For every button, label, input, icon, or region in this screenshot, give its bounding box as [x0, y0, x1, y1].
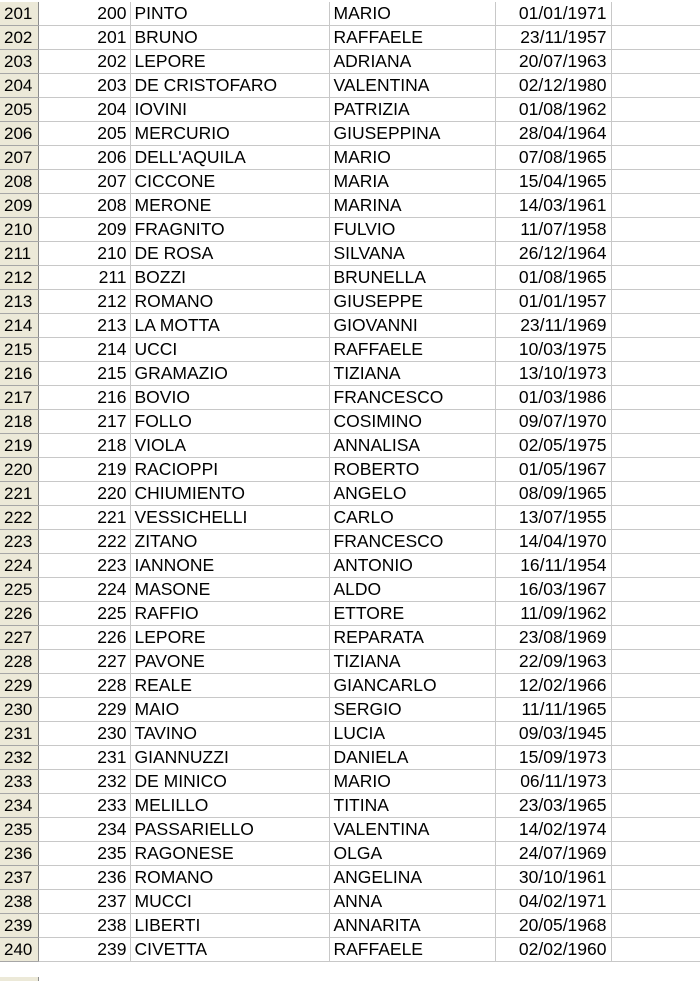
cell-surname[interactable]: MERONE [130, 194, 329, 218]
cell-name[interactable]: MARIO [329, 2, 495, 26]
cell-empty[interactable] [611, 50, 700, 74]
table-row [0, 338, 700, 362]
cell-name[interactable]: SERGIO [329, 698, 495, 722]
row-header[interactable]: 219 [0, 434, 38, 458]
cell-empty[interactable] [611, 482, 700, 506]
cell-surname[interactable]: LEPORE [130, 50, 329, 74]
cell-date[interactable]: 28/04/1964 [495, 122, 611, 146]
cell-number[interactable]: 230 [38, 722, 130, 746]
cell-date[interactable]: 01/05/1967 [495, 458, 611, 482]
cell-empty[interactable] [611, 122, 700, 146]
table-row [0, 434, 700, 458]
cell-name[interactable]: COSIMINO [329, 410, 495, 434]
row-header[interactable]: 240 [0, 938, 38, 962]
row-header[interactable]: 237 [0, 866, 38, 890]
row-header[interactable]: 233 [0, 770, 38, 794]
cell-date[interactable]: 23/11/1969 [495, 314, 611, 338]
row-header[interactable]: 229 [0, 674, 38, 698]
row-header[interactable]: 218 [0, 410, 38, 434]
row-header[interactable]: 217 [0, 386, 38, 410]
cell-name[interactable]: MARIO [329, 770, 495, 794]
cell-number[interactable]: 203 [38, 74, 130, 98]
cell-number[interactable]: 227 [38, 650, 130, 674]
cell-number[interactable]: 217 [38, 410, 130, 434]
cell-date[interactable]: 02/05/1975 [495, 434, 611, 458]
cell-name[interactable]: GIANCARLO [329, 674, 495, 698]
row-header[interactable]: 207 [0, 146, 38, 170]
cell-surname[interactable]: BOZZI [130, 266, 329, 290]
cell-date[interactable]: 16/11/1954 [495, 554, 611, 578]
cell-name[interactable]: ANNARITA [329, 914, 495, 938]
table-row [0, 194, 700, 218]
table-row [0, 146, 700, 170]
cell-surname[interactable]: IOVINI [130, 98, 329, 122]
table-row [0, 914, 700, 938]
cell-date[interactable]: 09/03/1945 [495, 722, 611, 746]
cell-empty[interactable] [611, 938, 700, 962]
cell-empty[interactable] [611, 386, 700, 410]
row-header[interactable]: 226 [0, 602, 38, 626]
cell-surname[interactable]: RAFFIO [130, 602, 329, 626]
row-header[interactable]: 220 [0, 458, 38, 482]
table-row [0, 74, 700, 98]
cell-empty[interactable] [611, 722, 700, 746]
cell-surname[interactable]: VIOLA [130, 434, 329, 458]
cell-number[interactable]: 206 [38, 146, 130, 170]
cell-surname[interactable]: GIANNUZZI [130, 746, 329, 770]
cell-empty[interactable] [611, 170, 700, 194]
cell-surname[interactable]: MELILLO [130, 794, 329, 818]
table-row [0, 530, 700, 554]
cell-empty[interactable] [611, 146, 700, 170]
cell-name[interactable]: REPARATA [329, 626, 495, 650]
cell-name[interactable]: RAFFAELE [329, 26, 495, 50]
cell-number[interactable]: 223 [38, 554, 130, 578]
cell-empty[interactable] [611, 578, 700, 602]
cell-surname[interactable]: RACIOPPI [130, 458, 329, 482]
cell-surname[interactable]: DE ROSA [130, 242, 329, 266]
cell-name[interactable]: OLGA [329, 842, 495, 866]
row-header[interactable]: 227 [0, 626, 38, 650]
table-row [0, 362, 700, 386]
cell-number[interactable]: 210 [38, 242, 130, 266]
cell-surname[interactable]: PASSARIELLO [130, 818, 329, 842]
row-header[interactable]: 210 [0, 218, 38, 242]
cell-name[interactable]: VALENTINA [329, 74, 495, 98]
cell-surname[interactable]: BRUNO [130, 26, 329, 50]
cell-name[interactable]: CARLO [329, 506, 495, 530]
cell-number[interactable]: 202 [38, 50, 130, 74]
table-row [0, 554, 700, 578]
cell-surname[interactable]: TAVINO [130, 722, 329, 746]
cell-surname[interactable]: FOLLO [130, 410, 329, 434]
cell-surname[interactable]: FRAGNITO [130, 218, 329, 242]
row-header[interactable]: 202 [0, 26, 38, 50]
table-row [0, 866, 700, 890]
cell-number[interactable]: 234 [38, 818, 130, 842]
cell-number[interactable]: 216 [38, 386, 130, 410]
row-header[interactable]: 212 [0, 266, 38, 290]
cell-surname[interactable]: DELL'AQUILA [130, 146, 329, 170]
table-row [0, 458, 700, 482]
cell-name[interactable]: RAFFAELE [329, 338, 495, 362]
cell-date[interactable]: 13/07/1955 [495, 506, 611, 530]
row-header[interactable]: 225 [0, 578, 38, 602]
cell-empty[interactable] [611, 674, 700, 698]
table-row [0, 722, 700, 746]
cell-surname[interactable]: LA MOTTA [130, 314, 329, 338]
table-row [0, 626, 700, 650]
cell-empty[interactable] [611, 554, 700, 578]
cell-empty[interactable] [611, 626, 700, 650]
cell-number[interactable]: 221 [38, 506, 130, 530]
cell-date[interactable]: 24/07/1969 [495, 842, 611, 866]
row-header[interactable]: 211 [0, 242, 38, 266]
cell-date[interactable]: 01/08/1962 [495, 98, 611, 122]
cell-empty[interactable] [611, 866, 700, 890]
cell-name[interactable]: FRANCESCO [329, 530, 495, 554]
cell-name[interactable]: MARINA [329, 194, 495, 218]
cell-date[interactable]: 01/01/1971 [495, 2, 611, 26]
cell-name[interactable]: ANGELO [329, 482, 495, 506]
cell-name[interactable]: TIZIANA [329, 362, 495, 386]
cell-name[interactable]: VALENTINA [329, 818, 495, 842]
cell-date[interactable]: 14/03/1961 [495, 194, 611, 218]
table-row [0, 218, 700, 242]
cell-surname[interactable]: RAGONESE [130, 842, 329, 866]
table-row [0, 386, 700, 410]
cell-number[interactable]: 220 [38, 482, 130, 506]
cell-date[interactable]: 26/12/1964 [495, 242, 611, 266]
cell-empty[interactable] [611, 458, 700, 482]
cell-number[interactable]: 218 [38, 434, 130, 458]
row-header[interactable]: 206 [0, 122, 38, 146]
cell-empty[interactable] [611, 434, 700, 458]
cell-surname[interactable]: VESSICHELLI [130, 506, 329, 530]
cell-surname[interactable]: LEPORE [130, 626, 329, 650]
table-row [0, 938, 700, 962]
cell-date[interactable]: 01/01/1957 [495, 290, 611, 314]
cell-name[interactable]: TIZIANA [329, 650, 495, 674]
cell-empty[interactable] [611, 818, 700, 842]
table-row [0, 674, 700, 698]
cell-date[interactable]: 15/04/1965 [495, 170, 611, 194]
cell-number[interactable]: 231 [38, 746, 130, 770]
cell-number[interactable]: 205 [38, 122, 130, 146]
cell-number[interactable]: 215 [38, 362, 130, 386]
cell-number[interactable]: 238 [38, 914, 130, 938]
cell-number[interactable]: 233 [38, 794, 130, 818]
cell-empty[interactable] [611, 842, 700, 866]
row-header[interactable]: 203 [0, 50, 38, 74]
spreadsheet-body [0, 2, 700, 962]
cell-name[interactable]: ANTONIO [329, 554, 495, 578]
cell-date[interactable]: 14/02/1974 [495, 818, 611, 842]
row-header[interactable]: 216 [0, 362, 38, 386]
cell-empty[interactable] [611, 602, 700, 626]
table-row [0, 26, 700, 50]
cell-surname[interactable]: ROMANO [130, 290, 329, 314]
table-row [0, 842, 700, 866]
cell-number[interactable]: 211 [38, 266, 130, 290]
row-header[interactable]: 230 [0, 698, 38, 722]
cell-number[interactable]: 228 [38, 674, 130, 698]
cell-surname[interactable]: ZITANO [130, 530, 329, 554]
row-header[interactable]: 223 [0, 530, 38, 554]
cell-name[interactable]: DANIELA [329, 746, 495, 770]
cell-name[interactable]: FULVIO [329, 218, 495, 242]
cell-empty[interactable] [611, 338, 700, 362]
table-row [0, 578, 700, 602]
cell-surname[interactable]: ROMANO [130, 866, 329, 890]
cell-date[interactable]: 20/07/1963 [495, 50, 611, 74]
cell-number[interactable]: 229 [38, 698, 130, 722]
cell-name[interactable]: ANNALISA [329, 434, 495, 458]
table-row [0, 482, 700, 506]
row-header[interactable]: 239 [0, 914, 38, 938]
cell-name[interactable]: MARIO [329, 146, 495, 170]
table-row [0, 698, 700, 722]
cell-number[interactable]: 209 [38, 218, 130, 242]
cell-date[interactable]: 15/09/1973 [495, 746, 611, 770]
cell-date[interactable]: 11/09/1962 [495, 602, 611, 626]
cell-date[interactable]: 02/02/1960 [495, 938, 611, 962]
cell-surname[interactable]: DE CRISTOFARO [130, 74, 329, 98]
cell-date[interactable]: 08/09/1965 [495, 482, 611, 506]
cell-number[interactable]: 200 [38, 2, 130, 26]
table-row [0, 122, 700, 146]
cell-number[interactable]: 214 [38, 338, 130, 362]
cell-name[interactable]: LUCIA [329, 722, 495, 746]
cell-surname[interactable]: MAIO [130, 698, 329, 722]
cell-name[interactable]: PATRIZIA [329, 98, 495, 122]
row-header-strip [0, 977, 39, 981]
cell-empty[interactable] [611, 218, 700, 242]
row-header[interactable]: 215 [0, 338, 38, 362]
cell-date[interactable]: 23/08/1969 [495, 626, 611, 650]
cell-number[interactable]: 237 [38, 890, 130, 914]
cell-name[interactable]: ANGELINA [329, 866, 495, 890]
cell-empty[interactable] [611, 314, 700, 338]
cell-number[interactable]: 204 [38, 98, 130, 122]
cell-name[interactable]: FRANCESCO [329, 386, 495, 410]
cell-date[interactable]: 01/03/1986 [495, 386, 611, 410]
cell-date[interactable]: 23/03/1965 [495, 794, 611, 818]
cell-name[interactable]: MARIA [329, 170, 495, 194]
cell-empty[interactable] [611, 26, 700, 50]
cell-name[interactable]: ANNA [329, 890, 495, 914]
cell-surname[interactable]: MUCCI [130, 890, 329, 914]
table-row [0, 242, 700, 266]
row-header[interactable]: 222 [0, 506, 38, 530]
cell-name[interactable]: ADRIANA [329, 50, 495, 74]
cell-empty[interactable] [611, 290, 700, 314]
cell-empty[interactable] [611, 362, 700, 386]
table-row [0, 506, 700, 530]
cell-date[interactable]: 30/10/1961 [495, 866, 611, 890]
table-row [0, 410, 700, 434]
cell-name[interactable]: ALDO [329, 578, 495, 602]
cell-number[interactable]: 236 [38, 866, 130, 890]
table-row [0, 650, 700, 674]
cell-surname[interactable]: PAVONE [130, 650, 329, 674]
cell-empty[interactable] [611, 530, 700, 554]
cell-date[interactable]: 16/03/1967 [495, 578, 611, 602]
cell-number[interactable]: 212 [38, 290, 130, 314]
row-header[interactable]: 236 [0, 842, 38, 866]
table-row [0, 98, 700, 122]
cell-surname[interactable]: DE MINICO [130, 770, 329, 794]
cell-date[interactable]: 14/04/1970 [495, 530, 611, 554]
cell-empty[interactable] [611, 698, 700, 722]
row-header[interactable]: 228 [0, 650, 38, 674]
cell-date[interactable]: 06/11/1973 [495, 770, 611, 794]
table-row [0, 818, 700, 842]
row-header[interactable]: 238 [0, 890, 38, 914]
table-row [0, 314, 700, 338]
cell-date[interactable]: 13/10/1973 [495, 362, 611, 386]
cell-surname[interactable]: CIVETTA [130, 938, 329, 962]
row-header[interactable]: 214 [0, 314, 38, 338]
cell-number[interactable]: 239 [38, 938, 130, 962]
cell-date[interactable]: 22/09/1963 [495, 650, 611, 674]
cell-name[interactable]: GIUSEPPINA [329, 122, 495, 146]
cell-empty[interactable] [611, 914, 700, 938]
table-row [0, 890, 700, 914]
cell-empty[interactable] [611, 506, 700, 530]
table-row [0, 746, 700, 770]
table-row [0, 2, 700, 26]
cell-empty[interactable] [611, 746, 700, 770]
cell-empty[interactable] [611, 194, 700, 218]
row-header[interactable]: 231 [0, 722, 38, 746]
cell-surname[interactable]: MERCURIO [130, 122, 329, 146]
cell-number[interactable]: 235 [38, 842, 130, 866]
cell-number[interactable]: 232 [38, 770, 130, 794]
cell-name[interactable]: RAFFAELE [329, 938, 495, 962]
table-row [0, 794, 700, 818]
spreadsheet-grid[interactable] [0, 2, 700, 962]
cell-date[interactable]: 20/05/1968 [495, 914, 611, 938]
cell-name[interactable]: BRUNELLA [329, 266, 495, 290]
cell-surname[interactable]: IANNONE [130, 554, 329, 578]
cell-name[interactable]: SILVANA [329, 242, 495, 266]
cell-date[interactable]: 10/03/1975 [495, 338, 611, 362]
cell-date[interactable]: 23/11/1957 [495, 26, 611, 50]
cell-number[interactable]: 224 [38, 578, 130, 602]
cell-surname[interactable]: LIBERTI [130, 914, 329, 938]
cell-name[interactable]: TITINA [329, 794, 495, 818]
row-header[interactable]: 209 [0, 194, 38, 218]
cell-empty[interactable] [611, 74, 700, 98]
row-header[interactable]: 235 [0, 818, 38, 842]
table-row [0, 266, 700, 290]
row-header[interactable]: 234 [0, 794, 38, 818]
cell-empty[interactable] [611, 650, 700, 674]
cell-surname[interactable]: CHIUMIENTO [130, 482, 329, 506]
table-row [0, 50, 700, 74]
cell-number[interactable]: 207 [38, 170, 130, 194]
cell-name[interactable]: GIUSEPPE [329, 290, 495, 314]
cell-date[interactable]: 04/02/1971 [495, 890, 611, 914]
cell-name[interactable]: GIOVANNI [329, 314, 495, 338]
cell-number[interactable]: 213 [38, 314, 130, 338]
cell-date[interactable]: 12/02/1966 [495, 674, 611, 698]
table-row [0, 770, 700, 794]
row-header[interactable]: 208 [0, 170, 38, 194]
cell-empty[interactable] [611, 2, 700, 26]
cell-date[interactable]: 11/11/1965 [495, 698, 611, 722]
row-header[interactable]: 224 [0, 554, 38, 578]
cell-surname[interactable]: GRAMAZIO [130, 362, 329, 386]
cell-surname[interactable]: CICCONE [130, 170, 329, 194]
row-header[interactable]: 221 [0, 482, 38, 506]
row-header[interactable]: 204 [0, 74, 38, 98]
row-header[interactable]: 201 [0, 2, 38, 26]
cell-surname[interactable]: BOVIO [130, 386, 329, 410]
cell-empty[interactable] [611, 770, 700, 794]
cell-number[interactable]: 219 [38, 458, 130, 482]
cell-name[interactable]: ROBERTO [329, 458, 495, 482]
cell-empty[interactable] [611, 794, 700, 818]
cell-surname[interactable]: MASONE [130, 578, 329, 602]
cell-number[interactable]: 208 [38, 194, 130, 218]
cell-surname[interactable]: REALE [130, 674, 329, 698]
table-row [0, 170, 700, 194]
cell-number[interactable]: 226 [38, 626, 130, 650]
cell-name[interactable]: ETTORE [329, 602, 495, 626]
cell-empty[interactable] [611, 266, 700, 290]
row-header[interactable]: 213 [0, 290, 38, 314]
cell-number[interactable]: 201 [38, 26, 130, 50]
cell-date[interactable]: 01/08/1965 [495, 266, 611, 290]
cell-date[interactable]: 11/07/1958 [495, 218, 611, 242]
cell-empty[interactable] [611, 242, 700, 266]
cell-empty[interactable] [611, 98, 700, 122]
cell-empty[interactable] [611, 410, 700, 434]
cell-surname[interactable]: PINTO [130, 2, 329, 26]
cell-empty[interactable] [611, 890, 700, 914]
cell-date[interactable]: 02/12/1980 [495, 74, 611, 98]
table-row [0, 290, 700, 314]
cell-date[interactable]: 09/07/1970 [495, 410, 611, 434]
cell-number[interactable]: 225 [38, 602, 130, 626]
table-row [0, 602, 700, 626]
cell-surname[interactable]: UCCI [130, 338, 329, 362]
row-header[interactable]: 205 [0, 98, 38, 122]
cell-date[interactable]: 07/08/1965 [495, 146, 611, 170]
cell-number[interactable]: 222 [38, 530, 130, 554]
row-header[interactable]: 232 [0, 746, 38, 770]
